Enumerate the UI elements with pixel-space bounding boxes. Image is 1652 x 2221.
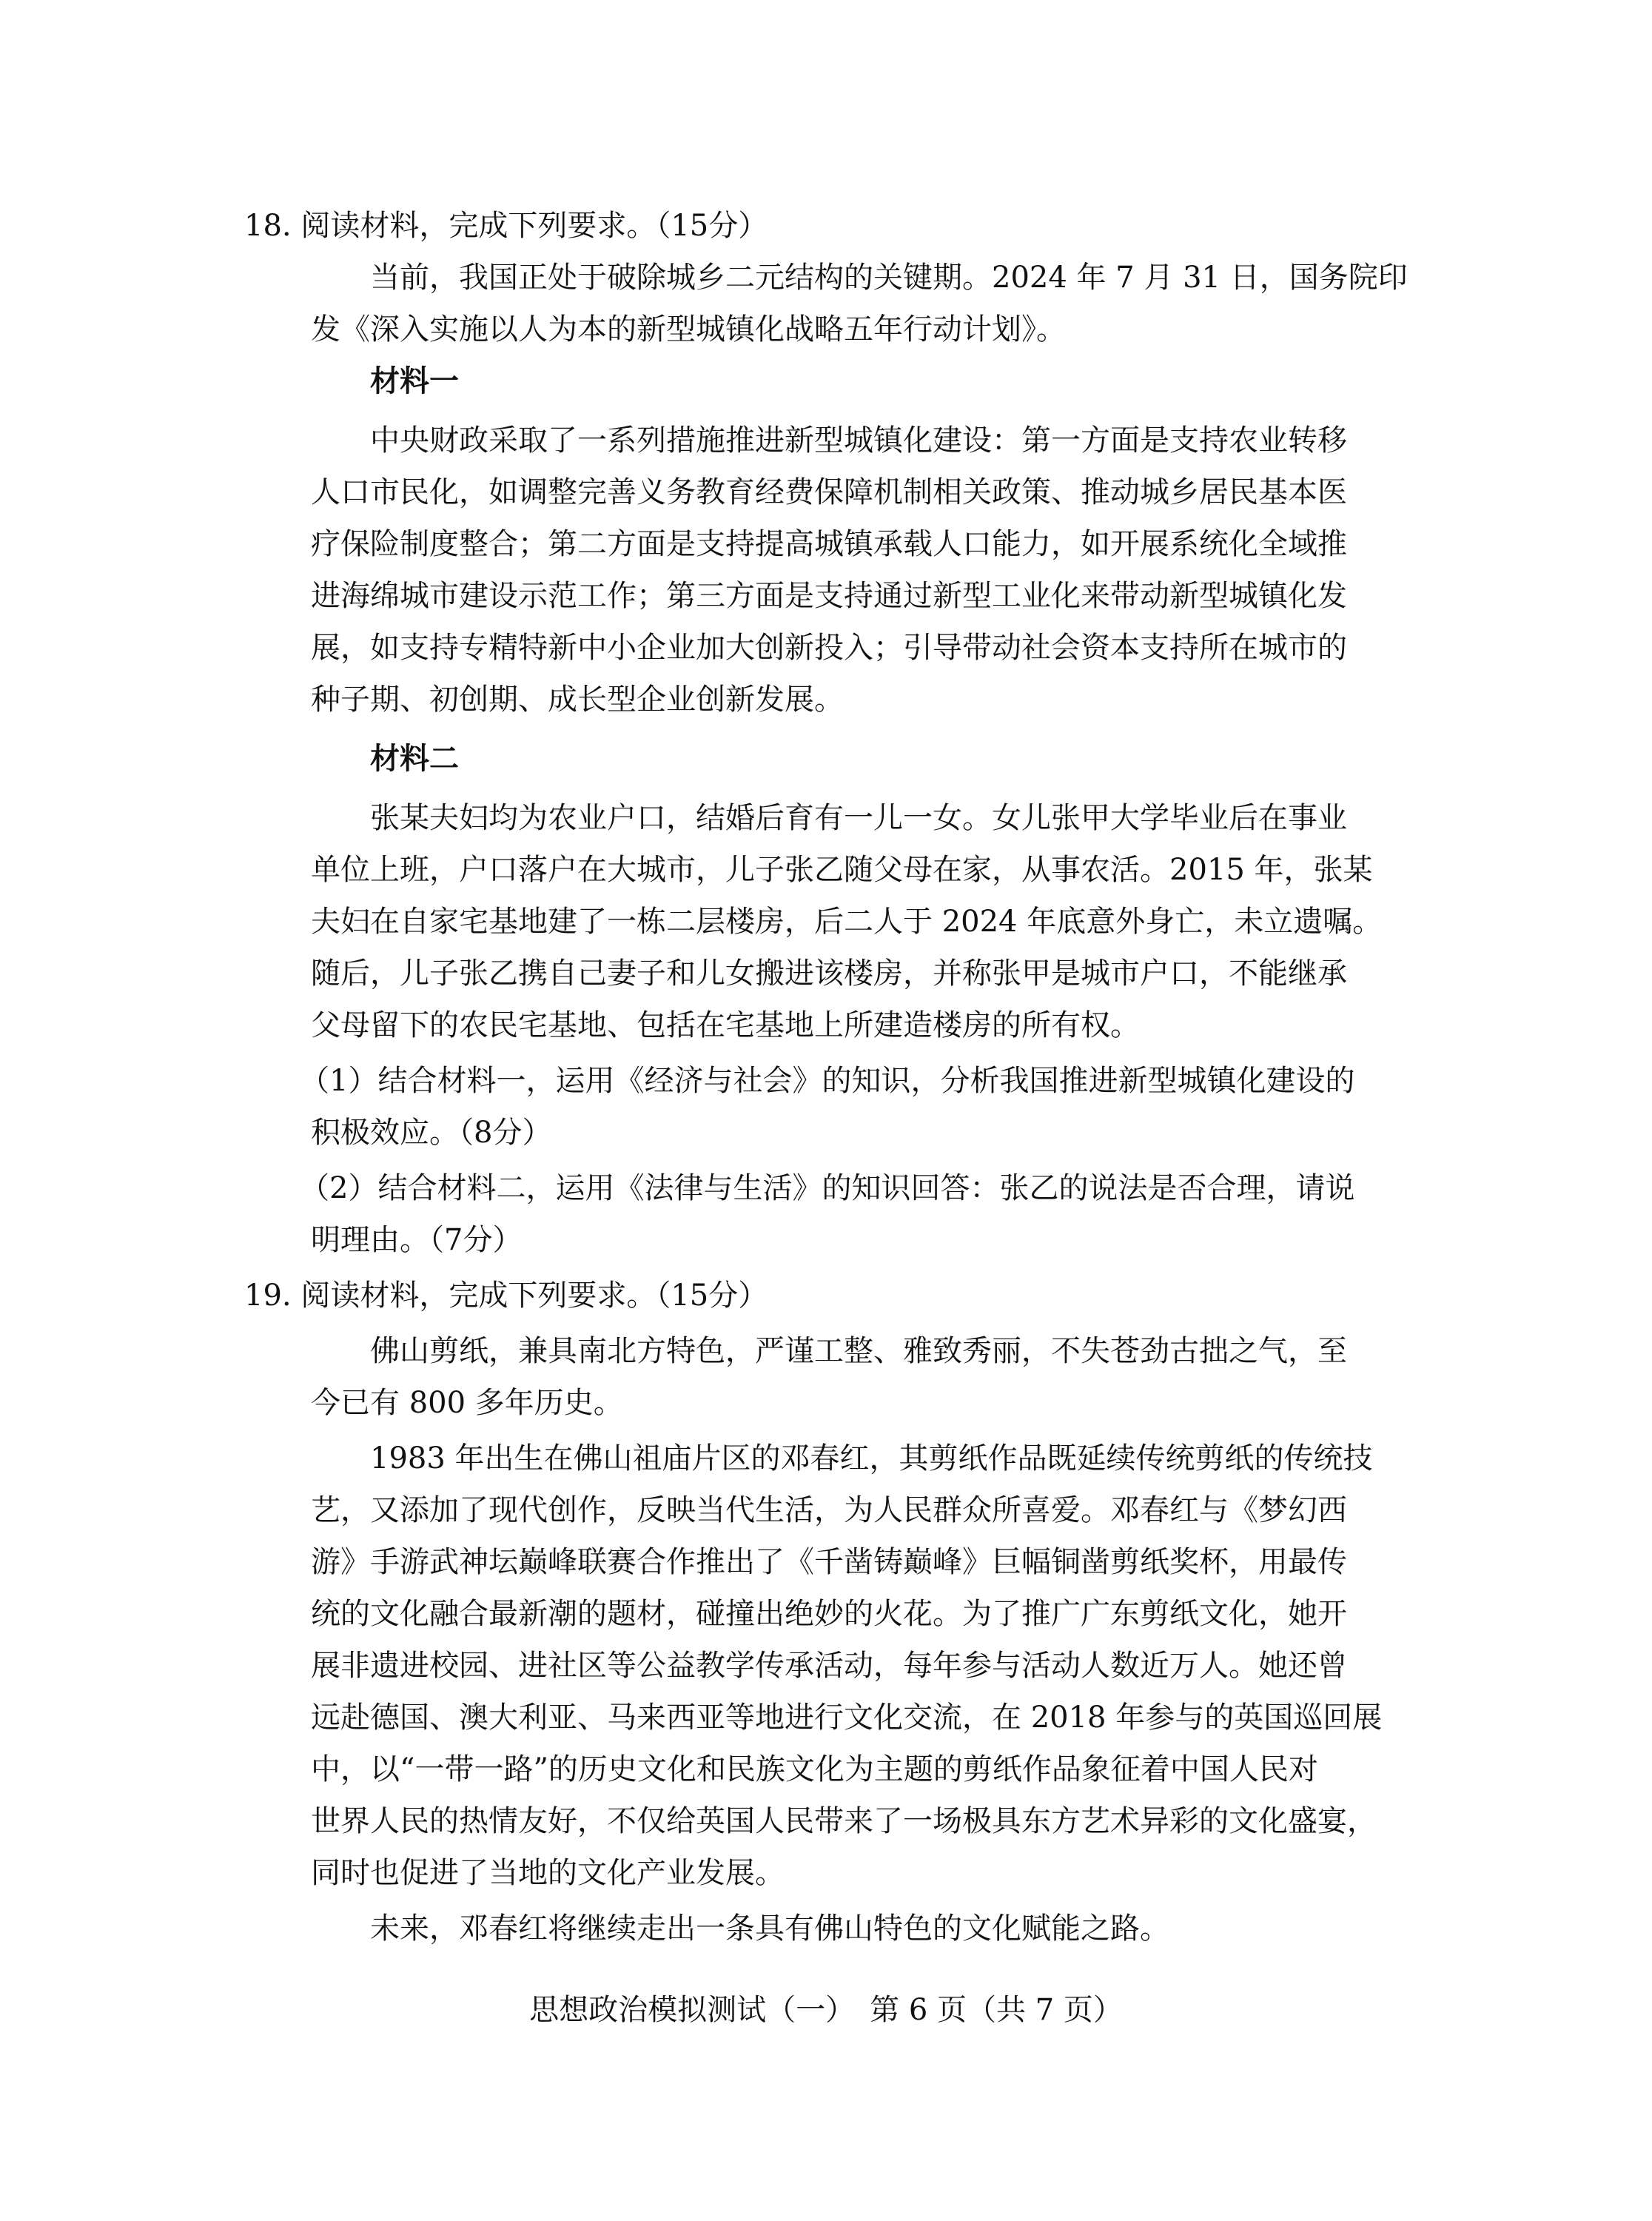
q19-p2-line-9: 同时也促进了当地的文化产业发展。 [311, 1856, 785, 1890]
q19-p2-line-3: 游》手游武神坛巅峰联赛合作推出了《千凿铸巅峰》巨幅铜凿剪纸奖杯，用最传 [311, 1545, 1347, 1579]
q19-p2-line-6: 远赴德国、澳大利亚、马来西亚等地进行文化交流，在 2018 年参与的英国巡回展 [311, 1701, 1383, 1735]
q19-p2-line-2: 艺，又添加了现代创作，反映当代生活，为人民群众所喜爱。邓春红与《梦幻西 [311, 1493, 1347, 1527]
sub-question-2-line-2: 明理由。（7分） [311, 1223, 523, 1257]
material-one-line-5: 展，如支持专精特新中小企业加大创新投入；引导带动社会资本支持所在城市的 [311, 631, 1347, 665]
material-one-line-1: 中央财政采取了一系列措施推进新型城镇化建设：第一方面是支持农业转移 [370, 423, 1347, 458]
q19-p3: 未来，邓春红将继续走出一条具有佛山特色的文化赋能之路。 [370, 1912, 1169, 1946]
q19-p2-line-1: 1983 年出生在佛山祖庙片区的邓春红，其剪纸作品既延续传统剪纸的传统技 [370, 1441, 1373, 1475]
sub-question-1-line-1: （1）结合材料一，运用《经济与社会》的知识，分析我国推进新型城镇化建设的 [300, 1064, 1355, 1098]
material-two-title: 材料二 [370, 741, 459, 776]
page-footer: 思想政治模拟测试（一） 第 6 页（共 7 页） [529, 1993, 1123, 2027]
q18-intro-line-2: 发《深入实施以人为本的新型城镇化战略五年行动计划》。 [311, 312, 1066, 346]
q19-p2-line-5: 展非遗进校园、进社区等公益教学传承活动，每年参与活动人数近万人。她还曾 [311, 1649, 1347, 1683]
q19-p1-line-2: 今已有 800 多年历史。 [311, 1386, 623, 1420]
sub-question-1-line-2: 积极效应。（8分） [311, 1116, 552, 1150]
q18-intro-line-1: 当前，我国正处于破除城乡二元结构的关键期。2024 年 7 月 31 日，国务院印 [370, 261, 1408, 295]
q18-header: 18. 阅读材料，完成下列要求。（15分） [244, 209, 768, 243]
material-two-line-4: 随后，儿子张乙携自己妻子和儿女搬进该楼房，并称张甲是城市户口，不能继承 [311, 957, 1347, 991]
q19-header: 19. 阅读材料，完成下列要求。（15分） [244, 1279, 768, 1313]
material-two-line-1: 张某夫妇均为农业户口，结婚后育有一儿一女。女儿张甲大学毕业后在事业 [370, 801, 1347, 835]
q19-p2-line-8: 世界人民的热情友好，不仅给英国人民带来了一场极具东方艺术异彩的文化盛宴， [311, 1804, 1377, 1838]
material-two-line-5: 父母留下的农民宅基地、包括在宅基地上所建造楼房的所有权。 [311, 1008, 1140, 1042]
material-one-line-4: 进海绵城市建设示范工作；第三方面是支持通过新型工业化来带动新型城镇化发 [311, 579, 1347, 613]
q19-p1-line-1: 佛山剪纸，兼具南北方特色，严谨工整、雅致秀丽，不失苍劲古拙之气，至 [370, 1334, 1347, 1368]
material-two-line-2: 单位上班，户口落户在大城市，儿子张乙随父母在家，从事农活。2015 年，张某 [311, 853, 1373, 887]
material-one-title: 材料一 [370, 364, 459, 398]
material-one-line-6: 种子期、初创期、成长型企业创新发展。 [311, 683, 844, 717]
material-one-line-3: 疗保险制度整合；第二方面是支持提高城镇承载人口能力，如开展系统化全域推 [311, 527, 1347, 561]
q19-p2-line-7: 中，以“一带一路”的历史文化和民族文化为主题的剪纸作品象征着中国人民对 [311, 1752, 1318, 1786]
material-two-line-3: 夫妇在自家宅基地建了一栋二层楼房，后二人于 2024 年底意外身亡，未立遗嘱。 [311, 905, 1383, 939]
sub-question-2-line-1: （2）结合材料二，运用《法律与生活》的知识回答：张乙的说法是否合理，请说 [300, 1171, 1355, 1205]
q19-p2-line-4: 统的文化融合最新潮的题材，碰撞出绝妙的火花。为了推广广东剪纸文化，她开 [311, 1597, 1347, 1631]
material-one-line-2: 人口市民化，如调整完善义务教育经费保障机制相关政策、推动城乡居民基本医 [311, 475, 1347, 509]
